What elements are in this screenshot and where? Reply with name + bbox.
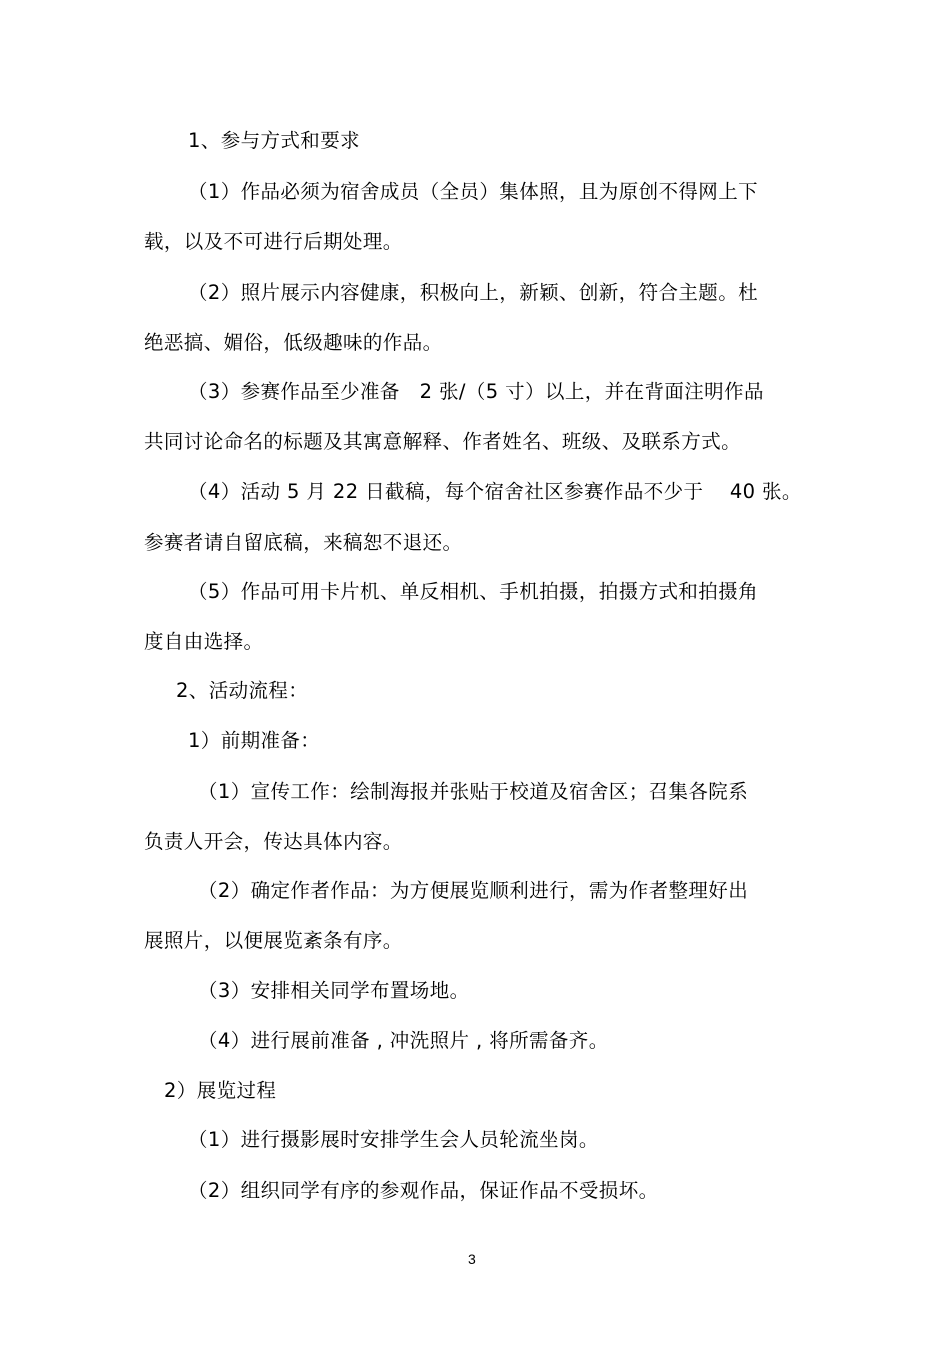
subheading-preparation: 1）前期准备： [188, 729, 321, 752]
subheading-exhibition-process: 2）展览过程 [164, 1079, 277, 1102]
paragraph-line: 绝恶搞、媚俗，低级趣味的作品。 [144, 331, 443, 354]
paragraph-line: （3）安排相关同学布置场地。 [198, 979, 470, 1002]
paragraph-line: （4）活动 5 月 22 日截稿，每个宿舍社区参赛作品不少于 40 张。 [188, 480, 802, 503]
paragraph-line: （1）宣传工作：绘制海报并张贴于校道及宿舍区；召集各院系 [198, 780, 749, 803]
page-number: 3 [468, 1251, 476, 1267]
paragraph-line: 参赛者请自留底稿，来稿恕不退还。 [144, 531, 463, 554]
paragraph-line: （5）作品可用卡片机、单反相机、手机拍摄，拍摄方式和拍摄角 [188, 580, 759, 603]
paragraph-line: （1）进行摄影展时安排学生会人员轮流坐岗。 [188, 1128, 599, 1151]
paragraph-line: 展照片，以便展览紊条有序。 [144, 929, 403, 952]
paragraph-line: （2）组织同学有序的参观作品，保证作品不受损坏。 [188, 1179, 659, 1202]
paragraph-line: （2）照片展示内容健康，积极向上，新颖、创新，符合主题。杜 [188, 281, 759, 304]
paragraph-line: （2）确定作者作品：为方便展览顺利进行，需为作者整理好出 [198, 879, 749, 902]
paragraph-line: （4）进行展前准备 , 冲洗照片 , 将所需备齐。 [198, 1029, 609, 1052]
paragraph-line: 共同讨论命名的标题及其寓意解释、作者姓名、班级、及联系方式。 [144, 430, 742, 453]
heading-activity-process: 2、活动流程： [176, 679, 309, 702]
paragraph-line: 载，以及不可进行后期处理。 [144, 230, 403, 253]
heading-participation: 1、参与方式和要求 [188, 129, 361, 152]
paragraph-line: （3）参赛作品至少准备 2 张/（5 寸）以上，并在背面注明作品 [188, 380, 764, 403]
paragraph-line: （1）作品必须为宿舍成员（全员）集体照，且为原创不得网上下 [188, 180, 759, 203]
paragraph-line: 负责人开会，传达具体内容。 [144, 830, 403, 853]
paragraph-line: 度自由选择。 [144, 630, 264, 653]
